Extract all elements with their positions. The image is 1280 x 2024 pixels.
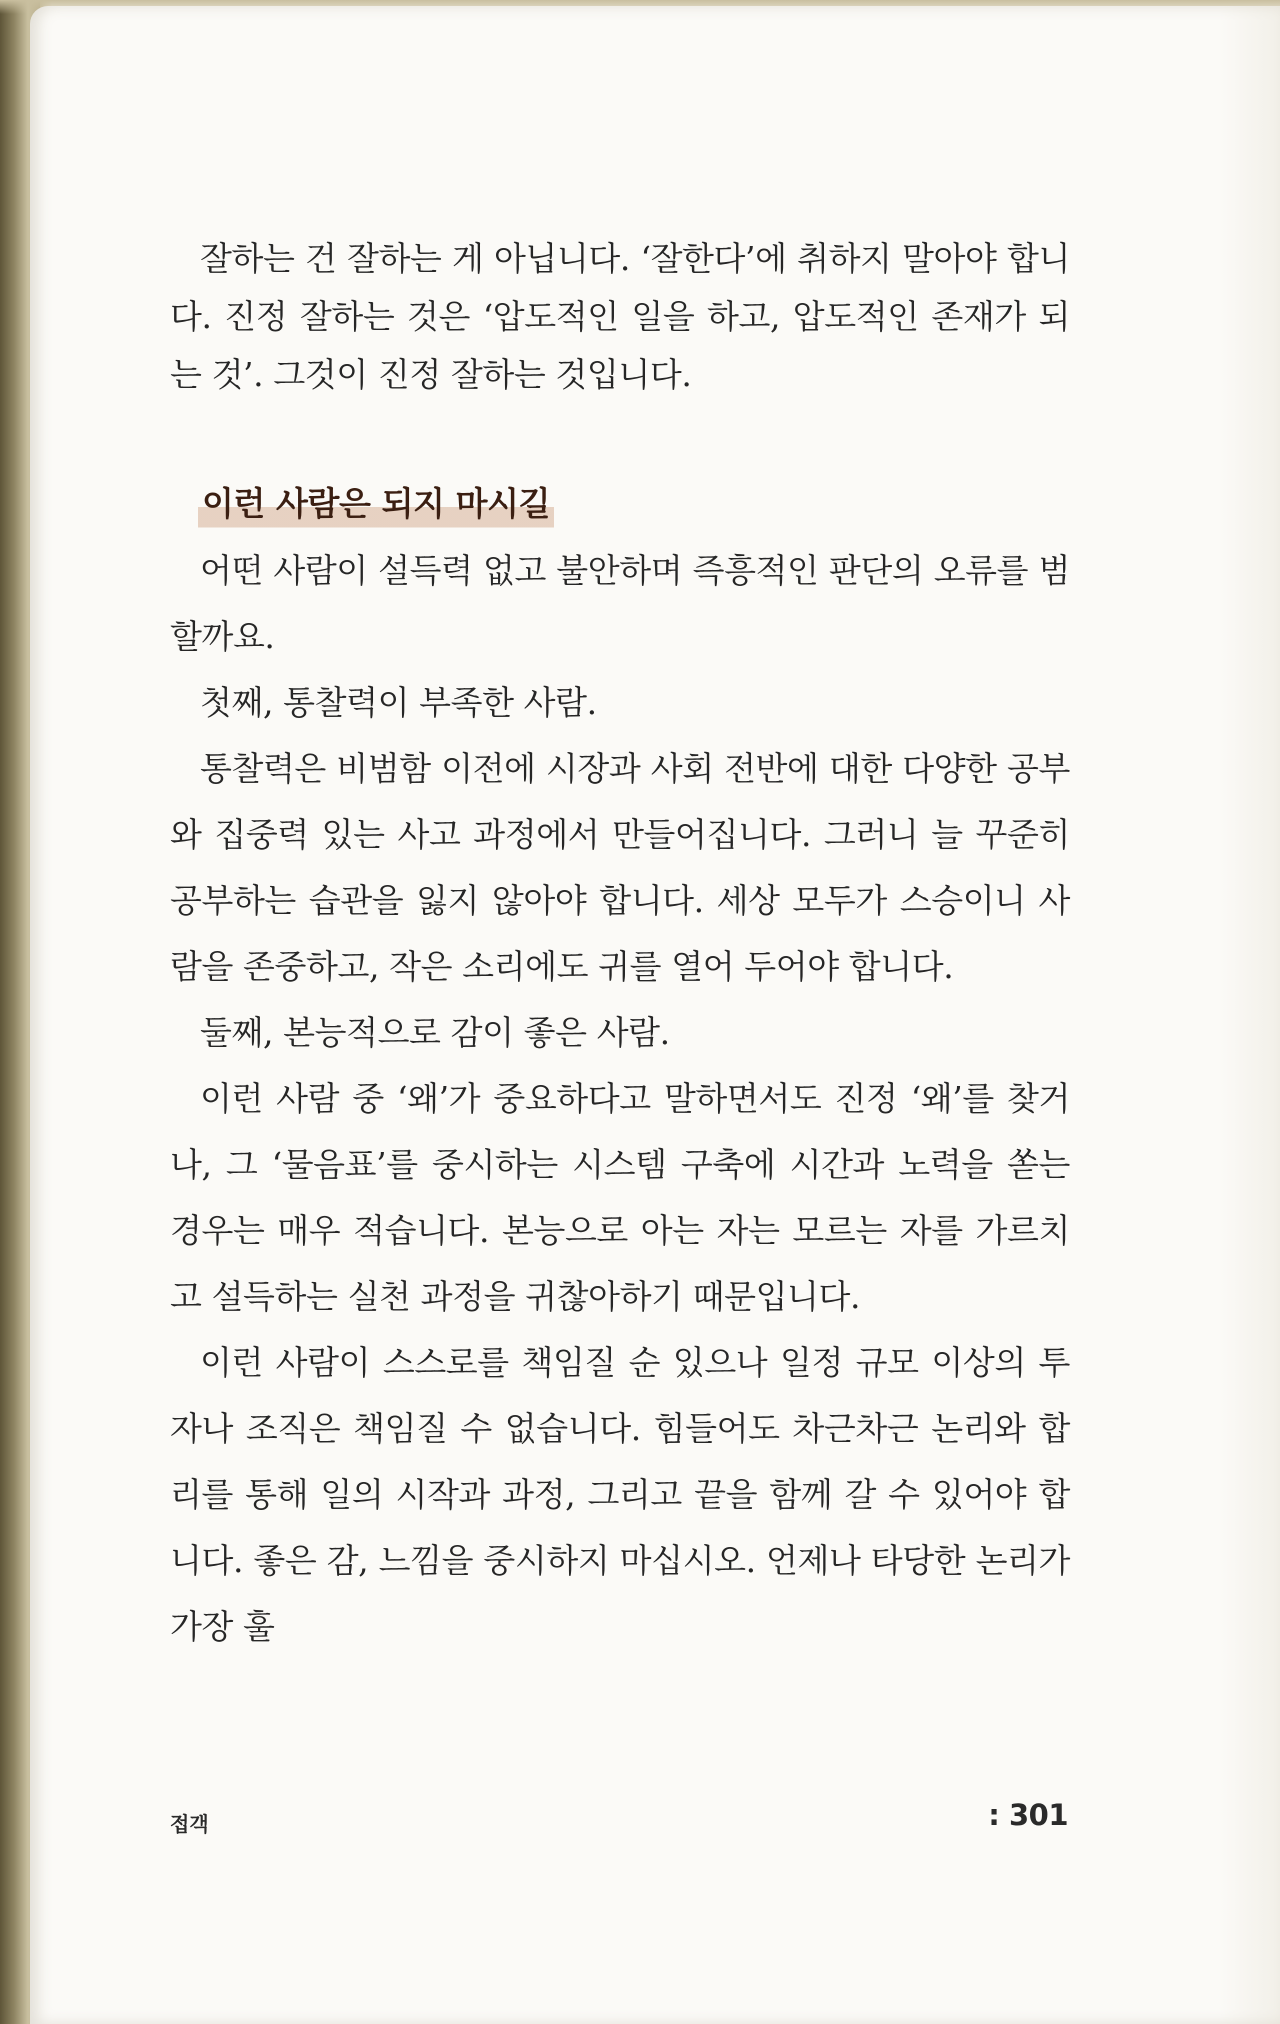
intro-paragraph: 잘하는 건 잘하는 게 아닙니다. ‘잘한다’에 취하지 말아야 합니다. 진정 잘하는 것은 ‘압도적인 일을 하고, 압도적인 존재가 되는 것’. 그것이 진정 잘하는 것입니다. bbox=[170, 239, 1070, 394]
body-paragraph-1: 어떤 사람이 설득력 없고 불안하며 즉흥적인 판단의 오류를 범할까요. bbox=[170, 551, 1070, 656]
running-footer-title: 접객 bbox=[170, 1812, 209, 1836]
body-paragraph-6: 이런 사람이 스스로를 책임질 순 있으나 일정 규모 이상의 투자나 조직은 책임질 수 없습니다. 힘들어도 차근차근 논리와 합리를 통해 일의 시작과 과정, 그리고 끝을 함께 갈 수 있어야 합니다. 좋은 감, 느낌을 중시하지 마십시오. 언제나 타당한 논리가 가장 훌 bbox=[170, 1343, 1070, 1646]
body-text bbox=[170, 230, 1070, 1660]
body-paragraph-4: 둘째, 본능적으로 감이 좋은 사람. bbox=[200, 1013, 670, 1052]
body-paragraph-3: 통찰력은 비범함 이전에 시장과 사회 전반에 대한 다양한 공부와 집중력 있는 사고 과정에서 만들어집니다. 그러니 늘 꾸준히 공부하는 습관을 잃지 않아야 합니다. 세상 모두가 스승이니 사람을 존중하고, 작은 소리에도 귀를 열어 두어야 합니다. bbox=[170, 749, 1070, 986]
body-paragraph-2: 첫째, 통찰력이 부족한 사람. bbox=[200, 683, 597, 722]
section-heading: 이런 사람은 되지 마시길 bbox=[198, 476, 554, 532]
body-paragraph-5: 이런 사람 중 ‘왜’가 중요하다고 말하면서도 진정 ‘왜’를 찾거나, 그 ‘물음표’를 중시하는 시스템 구축에 시간과 노력을 쏟는 경우는 매우 적습니다. 본능으로 아는 자는 모르는 자를 가르치고 설득하는 실천 과정을 귀찮아하기 때문입니다. bbox=[170, 1079, 1070, 1316]
page-number: : 301 bbox=[988, 1798, 1068, 1832]
